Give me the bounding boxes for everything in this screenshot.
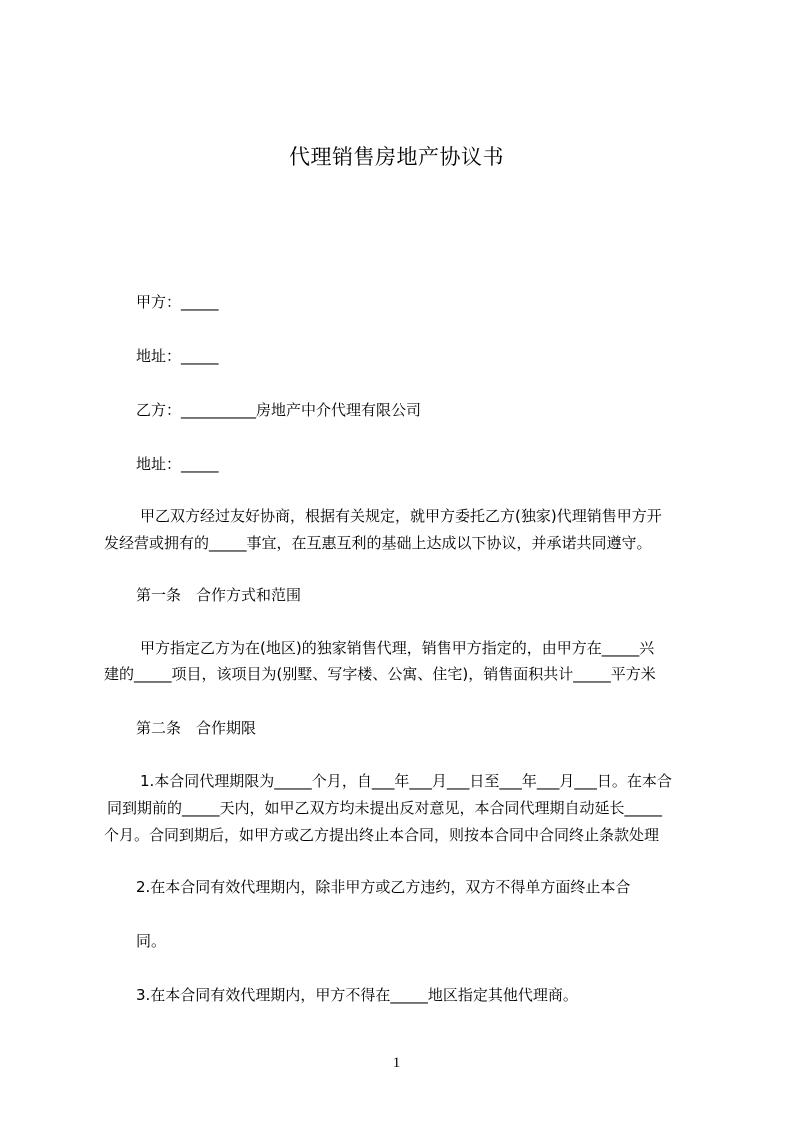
party-a-line: 甲方：_____ bbox=[136, 293, 219, 311]
party-b-line: 乙方：__________房地产中介代理有限公司 bbox=[136, 401, 422, 419]
party-a-address-line: 地址：_____ bbox=[136, 347, 219, 365]
clause-1-line-2: 同到期前的_____天内，如甲乙双方均未提出反对意见，本合同代理期自动延长_____ bbox=[107, 799, 663, 817]
page-number: 1 bbox=[392, 1055, 401, 1071]
clause-3-line-1: 3.在本合同有效代理期内，甲方不得在_____地区指定其他代理商。 bbox=[136, 986, 578, 1004]
clause-2-line-1: 2.在本合同有效代理期内，除非甲方或乙方违约，双方不得单方面终止本合 bbox=[136, 878, 631, 896]
intro-paragraph-line-1: 甲乙双方经过友好协商，根据有关规定，就甲方委托乙方(独家)代理销售甲方开 bbox=[140, 507, 662, 525]
party-b-address-line: 地址：_____ bbox=[136, 455, 219, 473]
article-1-line-1: 甲方指定乙方为在(地区)的独家销售代理，销售甲方指定的，由甲方在_____兴 bbox=[140, 639, 655, 657]
document-title: 代理销售房地产协议书 bbox=[289, 145, 504, 169]
article-1-line-2: 建的_____项目，该项目为(别墅、写字楼、公寓、住宅)，销售面积共计_____平方米 bbox=[104, 665, 656, 683]
article-2-heading: 第二条 合作期限 bbox=[136, 719, 257, 737]
clause-1-line-3: 个月。合同到期后，如甲方或乙方提出终止本合同，则按本合同中合同终止条款处理 bbox=[104, 826, 660, 844]
article-1-heading: 第一条 合作方式和范围 bbox=[136, 586, 302, 604]
intro-paragraph-line-2: 发经营或拥有的_____事宜，在互惠互利的基础上达成以下协议，并承诺共同遵守。 bbox=[104, 534, 652, 552]
clause-1-line-1: 1.本合同代理期限为_____个月，自___年___月___日至___年___月___日。在本合 bbox=[140, 772, 672, 790]
clause-2-line-2: 同。 bbox=[136, 932, 167, 950]
